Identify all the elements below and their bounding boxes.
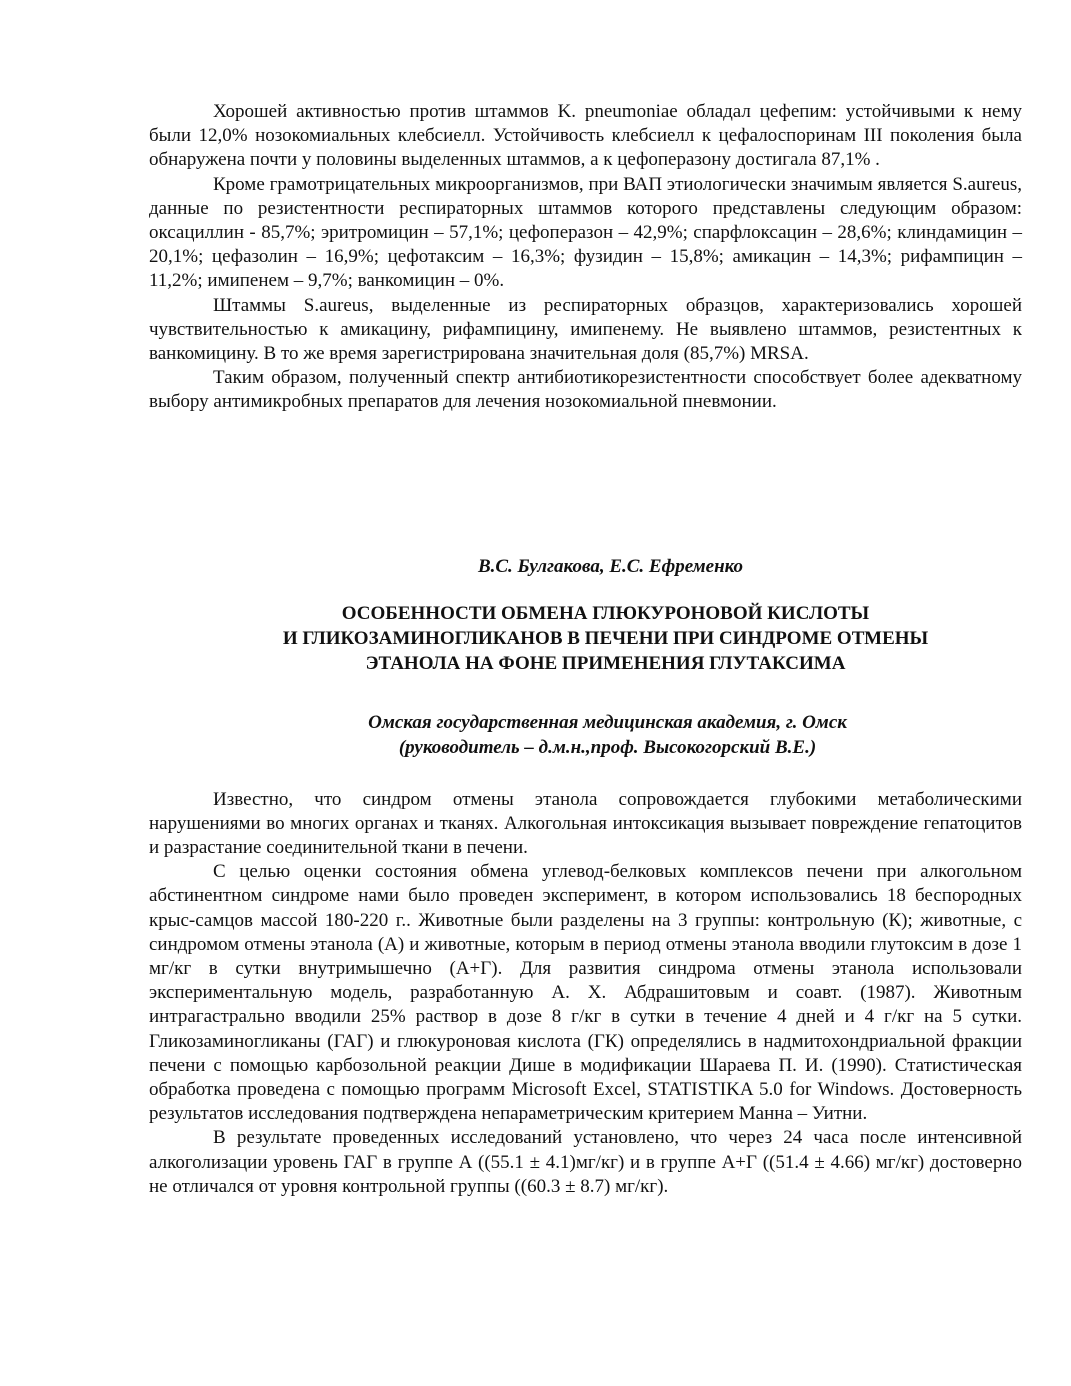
article-title-line: И ГЛИКОЗАМИНОГЛИКАНОВ В ПЕЧЕНИ ПРИ СИНДРОМЕ ОТМЕНЫ	[282, 627, 929, 649]
article-authors: В.С. Булгакова, Е.С. Ефременко	[477, 555, 744, 577]
article-title-line: ОСОБЕННОСТИ ОБМЕНА ГЛЮКУРОНОВОЙ КИСЛОТЫ	[341, 602, 870, 624]
paragraph: В результате проведенных исследований установлено, что через 24 часа после интенсивной алкоголизации уровень ГАГ в группе А ((55.1 ± 4.1)мг/кг) и в группе А+Г ((51.4 ± 4.66) мг/кг) достоверно не отличался от уровня контрольной группы ((60.3 ± 8.7) мг/кг).	[149, 1127, 1022, 1197]
paragraph: Штаммы S.aureus, выделенные из респираторных образцов, характеризовались хорошей чувствительностью к амикацину, рифампицину, имипенему. Не выявлено штаммов, резистентных к ванкомицину. В то же время зарегистрирована значительная доля (85,7%) MRSA.	[149, 294, 1022, 365]
article-title-line: ЭТАНОЛА НА ФОНЕ ПРИМЕНЕНИЯ ГЛУТАКСИМА	[365, 652, 846, 674]
affiliation-line: Омская государственная медицинская академия, г. Омск	[368, 711, 847, 733]
article-title	[149, 601, 1022, 676]
paragraph: Известно, что синдром отмены этанола сопровождается глубокими метаболическими нарушениями во многих органах и тканях. Алкогольная интоксикация вызывает повреждение гепатоцитов и разрастание соединительной ткани в печени.	[149, 788, 1022, 859]
paragraph: Таким образом, полученный спектр антибиотикорезистентности способствует более адекватному выбору антимикробных препаратов для лечения нозокомиальной пневмонии.	[149, 367, 1022, 413]
paragraph: Кроме грамотрицательных микроорганизмов, при ВАП этиологически значимым является S.aureus, данные по резистентности респираторных штаммов которого представлены следующим образом: оксациллин - 85,7%; эритромицин – 57,1%; цефоперазон – 42,9%; спарфлоксацин – 28,6%; клиндамицин – 20,1%; цефазолин – 16,9%; цефотаксим – 16,3%; фузидин – 15,8%; амикацин – 14,3%; рифампицин – 11,2%; имипенем – 9,7%; ванкомицин – 0%.	[149, 173, 1022, 292]
article	[149, 555, 1022, 1199]
previous-article-conclusion	[149, 100, 1022, 415]
affiliation-line: (руководитель – д.м.н.,проф. Высокогорский В.Е.)	[398, 736, 817, 758]
paragraph: Хорошей активностью против штаммов K. pneumoniae обладал цефепим: устойчивыми к нему были 12,0% нозокомиальных клебсиелл. Устойчивость клебсиелл к цефалоспоринам III поколения была обнаружена почти у половины выделенных штаммов, а к цефоперазону достигала 87,1% .	[149, 101, 1022, 171]
document-page	[149, 100, 1022, 1199]
section-spacer	[149, 415, 1022, 555]
paragraph: С целью оценки состояния обмена углевод-белковых комплексов печени при алкогольном абстинентном синдроме нами было проведен эксперимент, в котором использовались 18 беспородных крыс-самцов массой 180-220 г.. Животные были разделены на 3 группы: контрольную (К); животные, с синдромом отмены этанола (А) и животные, которым в период отмены этанола вводили глутоксим в дозе 1 мг/кг в сутки внутримышечно (А+Г). Для развития синдрома отмены этанола использовали экспериментальную модель, разработанную А. Х. Абдрашитовым и соавт. (1987). Животным интрагастрально вводили 25% раствор в дозе 8 г/кг в сутки в течение 4 дней и 4 г/кг на 5 сутки. Гликозаминогликаны (ГАГ) и глюкуроновая кислота (ГК) определялись в надмитохондриальной фракции печени с помощью карбозольной реакции Дише в модификации Шараева П. И. (1990). Статистическая обработка проведена с помощью программ Microsoft Excel, STATISTIKA 5.0 for Windows. Достоверность результатов исследования подтверждена непараметрическим критерием Манна – Уитни.	[149, 861, 1022, 1125]
article-affiliation	[149, 710, 1022, 760]
article-body	[149, 788, 1022, 1199]
